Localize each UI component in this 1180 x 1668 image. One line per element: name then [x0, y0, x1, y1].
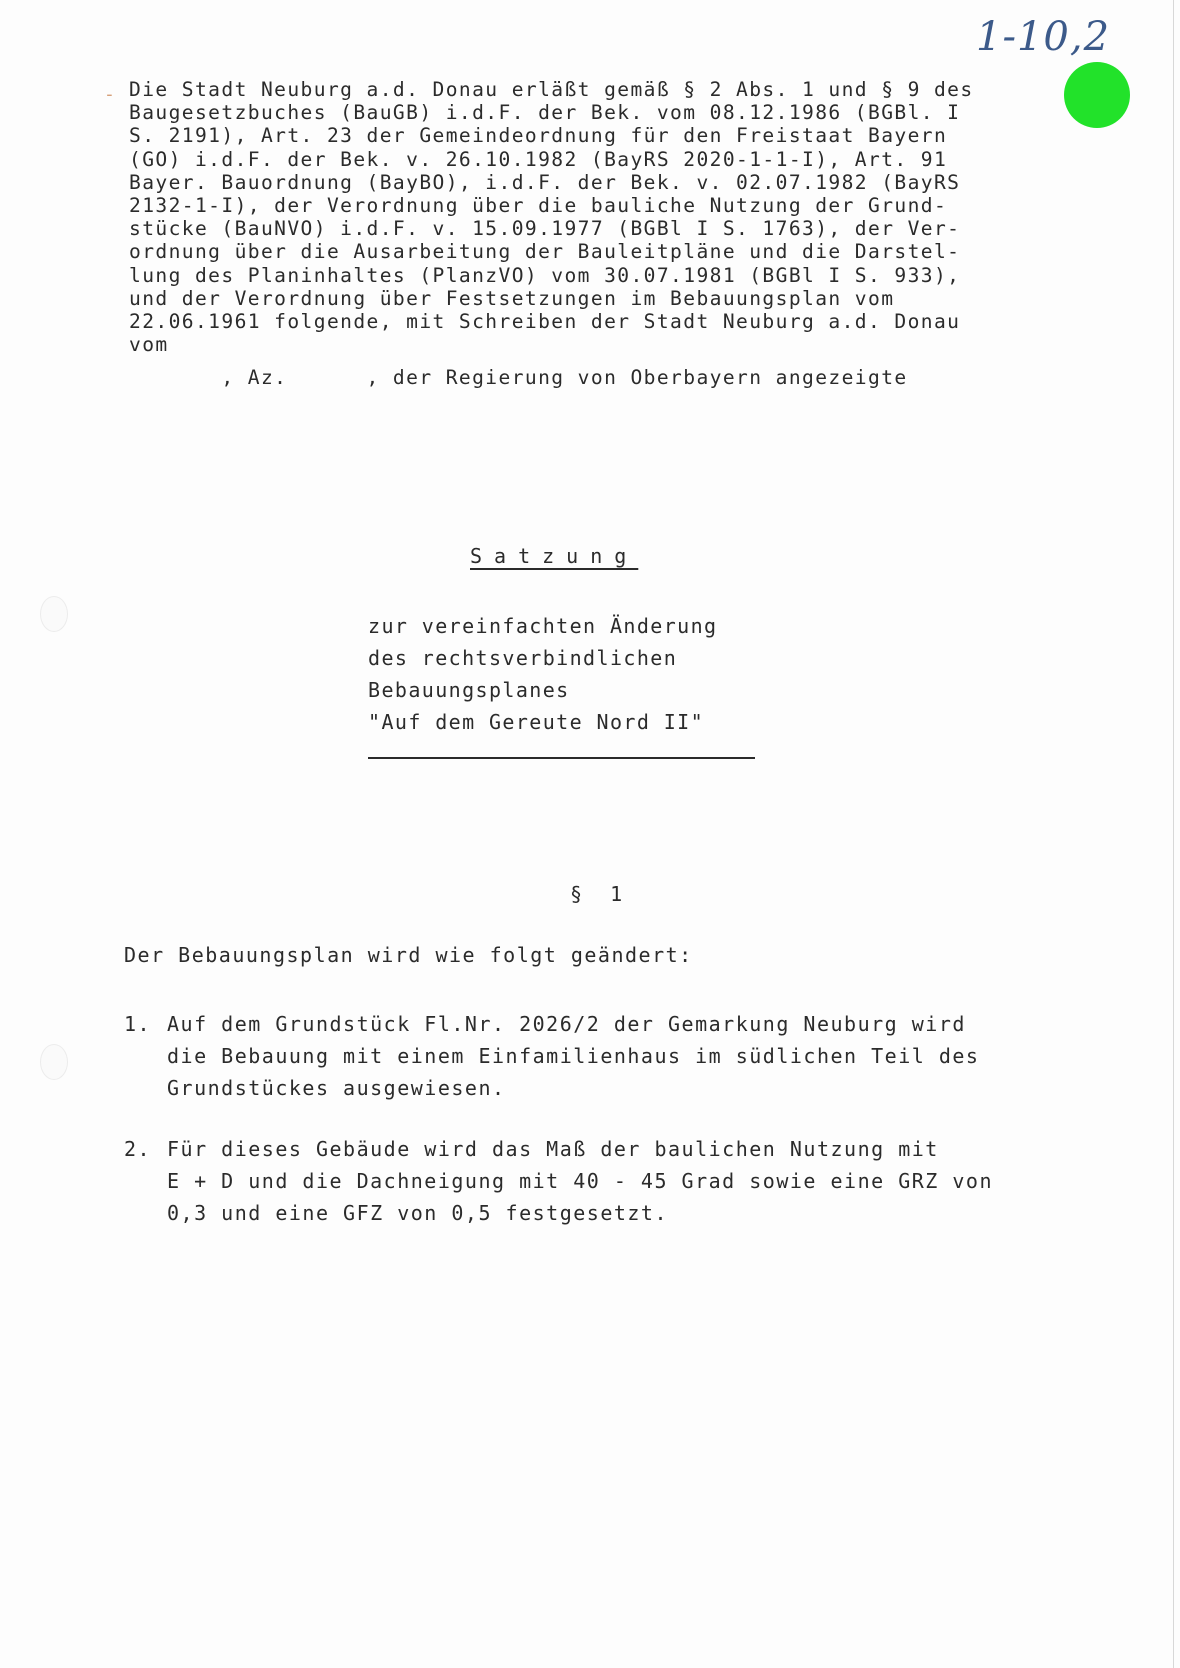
- punch-hole-upper: [40, 596, 68, 632]
- document-title: Satzung: [470, 544, 639, 568]
- subtitle-divider: [368, 757, 755, 759]
- margin-mark: -: [104, 84, 115, 105]
- list-item-number: 2.: [124, 1137, 152, 1161]
- preamble-tail: , Az. , der Regierung von Oberbayern angezeigte: [129, 366, 908, 389]
- punch-hole-lower: [40, 1044, 68, 1080]
- preamble-text: Die Stadt Neuburg a.d. Donau erläßt gemäß § 2 Abs. 1 und § 9 des Baugesetzbuches (BauGB) i.d.F. der Bek. vom 08.12.1986 (BGBl. I S. 2191), Art. 23 der Gemeindeordnung für den Freistaat Bayern (GO) i.d.F. der Bek. v. 26.10.1982 (BayRS 2020-1-1-I), Art. 91 Bayer. Bauordnung (BayBO), i.d.F. der Bek. v. 02.07.1982 (BayRS 2132-1-I), der Verordnung über die bauliche Nutzung der Grund- stücke (BauNVO) i.d.F. v. 15.09.1977 (BGBl I S. 1763), der Ver- ordnung über die Ausarbeitung der Bauleitpläne und die Darstel- lung des Planinhaltes (PlanzVO) vom 30.07.1981 (BGBl I S. 933), und der Verordnung über Festsetzungen im Bebauungsplan vom 22.06.1961 folgende, mit Schreiben der Stadt Neuburg a.d. Donau vom: [129, 78, 974, 357]
- section-heading: § 1: [570, 882, 631, 906]
- document-subtitle: zur vereinfachten Änderung des rechtsverbindlichen Bebauungsplanes "Auf dem Gereute Nord II": [368, 614, 718, 734]
- list-item-number: 1.: [124, 1012, 152, 1036]
- page-edge: [1173, 0, 1174, 1668]
- list-item-text: Auf dem Grundstück Fl.Nr. 2026/2 der Gemarkung Neuburg wird die Bebauung mit einem Einfamilienhaus im südlichen Teil des Grundstückes ausgewiesen.: [167, 1012, 980, 1100]
- list-item-text: Für dieses Gebäude wird das Maß der baulichen Nutzung mit E + D und die Dachneigung mit 40 - 45 Grad sowie eine GRZ von 0,3 und eine GFZ von 0,5 festgesetzt.: [167, 1137, 994, 1225]
- handwritten-reference: 1-10,2: [976, 14, 1111, 60]
- lead-sentence: Der Bebauungsplan wird wie folgt geändert:: [124, 943, 693, 967]
- green-marker-dot: [1064, 62, 1130, 128]
